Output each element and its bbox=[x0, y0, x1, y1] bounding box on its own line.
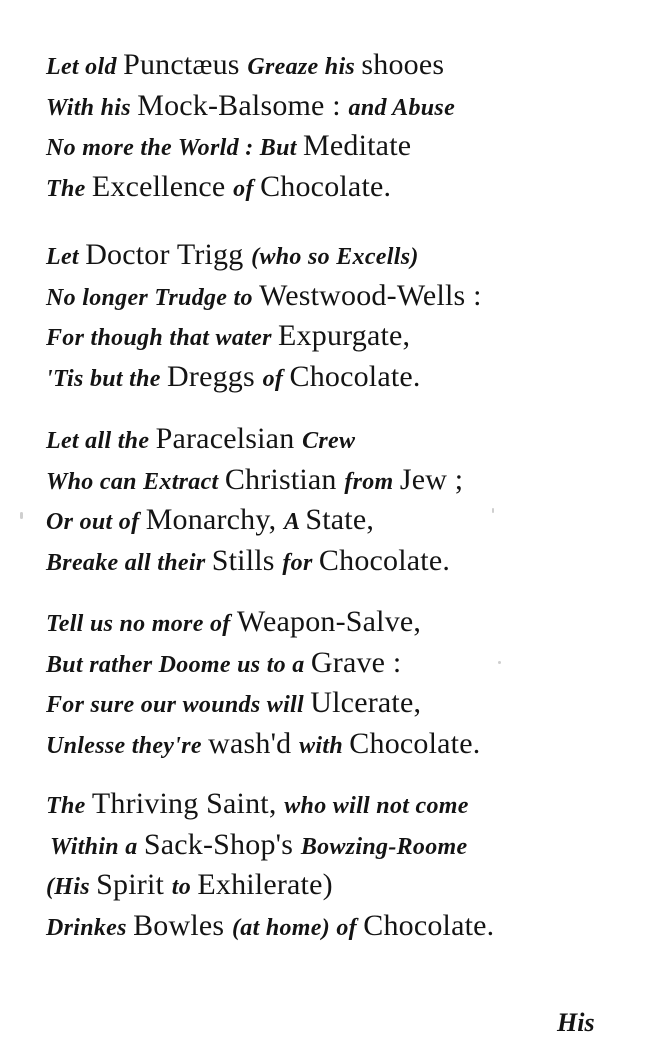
italic-run: 'Tis but the bbox=[46, 365, 168, 392]
italic-run: Within a bbox=[50, 833, 144, 860]
italic-run: Tell us no more of bbox=[46, 611, 237, 637]
paper-speck bbox=[20, 512, 23, 519]
italic-run: for bbox=[282, 549, 319, 576]
italic-run: For sure our wounds will bbox=[46, 692, 311, 718]
italic-run: But rather Doome us to a bbox=[46, 651, 311, 678]
verse-line bbox=[46, 725, 636, 766]
italic-run: from bbox=[344, 468, 400, 495]
verse-line bbox=[46, 46, 636, 87]
italic-run: The bbox=[46, 175, 92, 202]
verse-line bbox=[46, 317, 636, 358]
verse-line bbox=[46, 785, 636, 826]
verse-line bbox=[46, 603, 636, 644]
roman-run: Spirit bbox=[96, 868, 172, 901]
roman-run: Chocolate. bbox=[260, 169, 392, 203]
italic-run: and Abuse bbox=[348, 94, 456, 121]
italic-run: (His bbox=[46, 874, 97, 900]
roman-run: Jew ; bbox=[399, 462, 464, 496]
roman-run: Weapon-Salve, bbox=[236, 605, 422, 638]
italic-run: For though that water bbox=[46, 325, 279, 351]
roman-run: Meditate bbox=[303, 129, 412, 162]
roman-run: wash'd bbox=[208, 726, 300, 760]
roman-run: Doctor Trigg bbox=[85, 238, 252, 271]
verse-line bbox=[46, 461, 636, 502]
verse-line bbox=[46, 644, 636, 685]
roman-run: Westwood-Wells : bbox=[259, 278, 482, 312]
italic-run: The bbox=[46, 793, 92, 819]
verse-line bbox=[46, 127, 636, 168]
italic-run: (at home) bbox=[232, 914, 337, 941]
italic-run: Bowzing-Roome bbox=[300, 833, 468, 860]
roman-run: Expurgate, bbox=[278, 319, 411, 352]
italic-run: of bbox=[336, 914, 364, 941]
italic-run: of bbox=[233, 175, 261, 202]
italic-run: No more the World : But bbox=[46, 135, 304, 161]
italic-run: Crew bbox=[302, 428, 356, 454]
italic-run: Let bbox=[46, 244, 86, 270]
verse-line bbox=[46, 358, 636, 399]
roman-run: Thriving Saint, bbox=[91, 787, 285, 820]
roman-run: Grave : bbox=[310, 645, 402, 679]
roman-run: Stills bbox=[211, 543, 283, 577]
stanza-1 bbox=[46, 46, 636, 208]
verse-line bbox=[46, 168, 636, 209]
verse-line bbox=[46, 826, 636, 867]
italic-run: who will not come bbox=[284, 793, 469, 819]
verse-line bbox=[46, 542, 636, 583]
roman-run: State, bbox=[305, 503, 375, 536]
italic-run: Let all the bbox=[46, 428, 156, 454]
roman-run: Chocolate. bbox=[363, 908, 495, 942]
roman-run: Christian bbox=[224, 462, 345, 496]
roman-run: Sack-Shop's bbox=[143, 827, 301, 861]
italic-run: Drinkes bbox=[46, 914, 134, 941]
roman-run: Excellence bbox=[91, 169, 234, 203]
verse-line bbox=[46, 501, 636, 542]
italic-run: Greaze his bbox=[247, 54, 362, 80]
verse-line bbox=[46, 87, 636, 128]
roman-run: shooes bbox=[361, 48, 445, 81]
roman-run: Dreggs bbox=[167, 359, 263, 393]
verse-line bbox=[46, 420, 636, 461]
roman-run: Bowles bbox=[133, 908, 232, 942]
stanza-3 bbox=[46, 420, 636, 582]
roman-run: Exhilerate) bbox=[197, 868, 333, 901]
verse-line bbox=[46, 866, 636, 907]
italic-run: of bbox=[262, 365, 290, 392]
italic-run: Breake all their bbox=[46, 549, 212, 576]
roman-run: Chocolate. bbox=[289, 359, 421, 393]
italic-run: to bbox=[171, 874, 198, 900]
italic-run: Unlesse they're bbox=[46, 732, 209, 759]
italic-run: with bbox=[299, 732, 350, 759]
paper-speck bbox=[492, 508, 494, 513]
stanza-4 bbox=[46, 603, 636, 765]
roman-run: Ulcerate, bbox=[310, 686, 422, 719]
italic-run: A bbox=[284, 509, 306, 535]
verse-line bbox=[46, 684, 636, 725]
italic-run: (who so Excells) bbox=[251, 244, 419, 270]
verse-line bbox=[46, 236, 636, 277]
stanza-5 bbox=[46, 785, 636, 947]
roman-run: Mock-Balsome : bbox=[137, 88, 349, 122]
verse-line bbox=[46, 907, 636, 948]
verse-line bbox=[46, 277, 636, 318]
stanza-2 bbox=[46, 236, 636, 398]
roman-run: Punctæus bbox=[123, 48, 248, 81]
italic-run: Who can Extract bbox=[46, 468, 225, 495]
italic-run: No longer Trudge to bbox=[46, 284, 260, 311]
paper-speck bbox=[498, 661, 501, 664]
roman-run: Monarchy, bbox=[145, 503, 285, 536]
catchword: His bbox=[557, 1008, 595, 1037]
italic-run: With his bbox=[46, 94, 138, 121]
roman-run: Chocolate. bbox=[318, 543, 451, 577]
roman-run: Chocolate. bbox=[349, 726, 481, 760]
italic-run: Let old bbox=[46, 54, 124, 80]
roman-run: Paracelsian bbox=[155, 422, 303, 455]
italic-run: Or out of bbox=[46, 509, 146, 535]
